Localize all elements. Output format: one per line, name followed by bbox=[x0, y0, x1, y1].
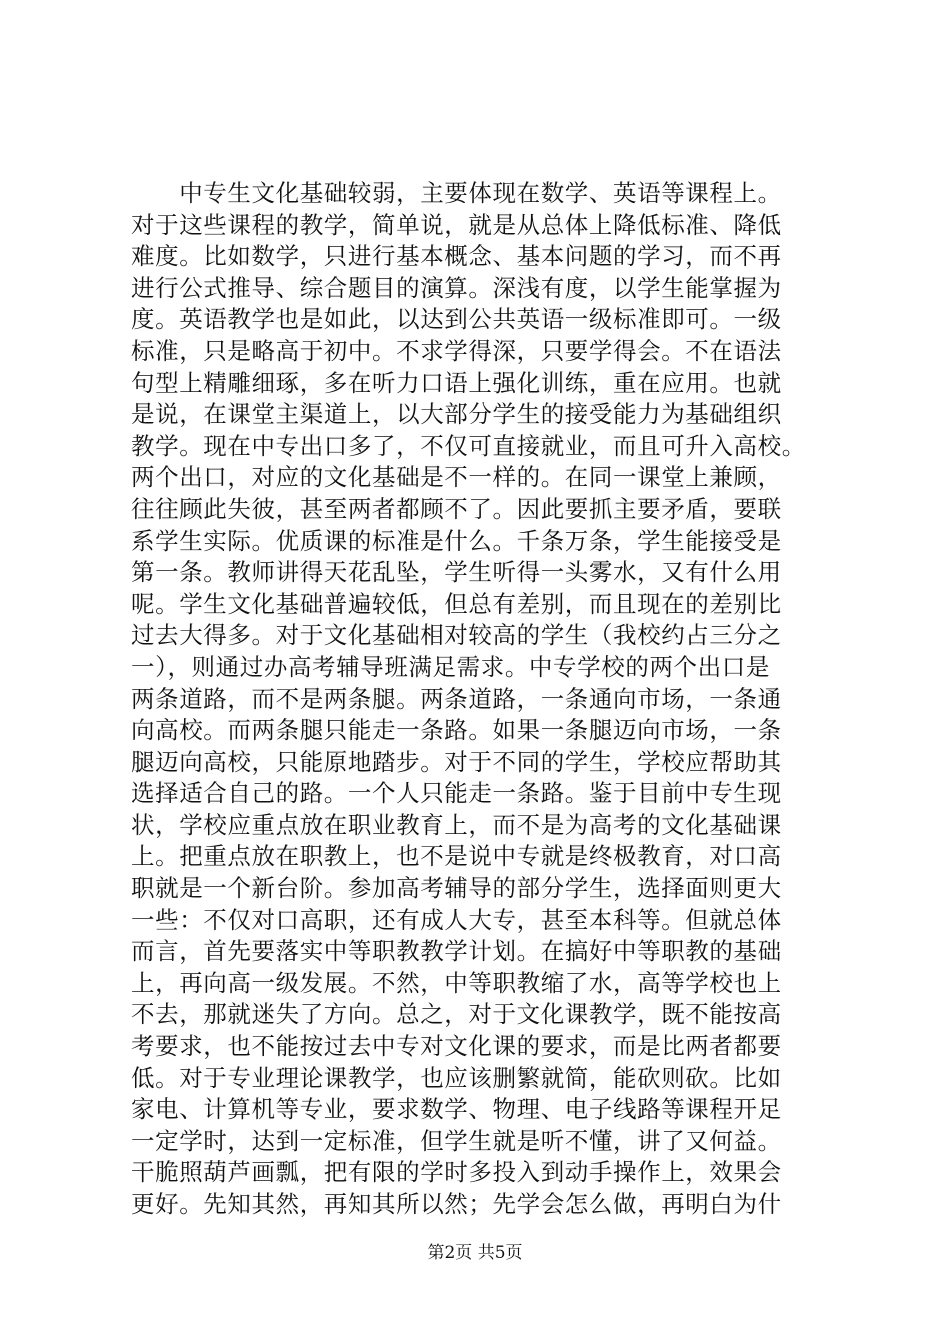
text-line: 难度。比如数学，只进行基本概念、基本问题的学习，而不再 bbox=[131, 242, 782, 271]
text-line: 职就是一个新台阶。参加高考辅导的部分学生，选择面则更大 bbox=[131, 874, 782, 903]
text-line: 不去，那就迷失了方向。总之，对于文化课教学，既不能按高 bbox=[131, 1000, 782, 1029]
text-line: 呢。学生文化基础普遍较低，但总有差别，而且现在的差别比 bbox=[131, 589, 782, 618]
text-line: 上。把重点放在职教上，也不是说中专就是终极教育，对口高 bbox=[131, 842, 782, 871]
text-line: 一些：不仅对口高职，还有成人大专，甚至本科等。但就总体 bbox=[131, 905, 782, 934]
text-line: 干脆照葫芦画瓢，把有限的学时多投入到动手操作上，效果会 bbox=[131, 1158, 782, 1187]
text-line: 一定学时，达到一定标准，但学生就是听不懂，讲了又何益。 bbox=[131, 1126, 782, 1155]
text-line: 选择适合自己的路。一个人只能走一条路。鉴于目前中专生现 bbox=[131, 779, 782, 808]
text-line: 向高校。而两条腿只能走一条路。如果一条腿迈向市场，一条 bbox=[131, 716, 782, 745]
text-line: 而言，首先要落实中等职教教学计划。在搞好中等职教的基础 bbox=[131, 937, 782, 966]
text-line: 家电、计算机等专业，要求数学、物理、电子线路等课程开足 bbox=[131, 1095, 782, 1124]
text-line: 低。对于专业理论课教学，也应该删繁就简，能砍则砍。比如 bbox=[131, 1063, 782, 1092]
text-line: 对于这些课程的教学，简单说，就是从总体上降低标准、降低 bbox=[131, 210, 782, 239]
text-line: 两条道路，而不是两条腿。两条道路，一条通向市场，一条通 bbox=[131, 684, 782, 713]
text-line: 腿迈向高校，只能原地踏步。对于不同的学生，学校应帮助其 bbox=[131, 747, 782, 776]
text-line: 系学生实际。优质课的标准是什么。千条万条，学生能接受是 bbox=[131, 526, 782, 555]
text-line: 度。英语教学也是如此，以达到公共英语一级标准即可。一级 bbox=[131, 305, 782, 334]
text-line: 上，再向高一级发展。不然，中等职教缩了水，高等学校也上 bbox=[131, 968, 782, 997]
page-footer bbox=[0, 1242, 950, 1264]
text-line: 是说，在课堂主渠道上，以大部分学生的接受能力为基础组织 bbox=[131, 400, 782, 429]
text-line: 句型上精雕细琢，多在听力口语上强化训练，重在应用。也就 bbox=[131, 368, 782, 397]
page-number-label: 第2页 共5页 bbox=[427, 1243, 523, 1263]
text-line: 进行公式推导、综合题目的演算。深浅有度，以学生能掌握为 bbox=[131, 273, 782, 302]
text-line: 一），则通过办高考辅导班满足需求。中专学校的两个出口是 bbox=[131, 652, 770, 681]
text-line: 更好。先知其然，再知其所以然；先学会怎么做，再明白为什 bbox=[131, 1190, 782, 1218]
text-line: 两个出口，对应的文化基础是不一样的。在同一课堂上兼顾， bbox=[131, 463, 782, 492]
text-line: 标准，只是略高于初中。不求学得深，只要学得会。不在语法 bbox=[131, 336, 782, 365]
text-line: 过去大得多。对于文化基础相对较高的学生（我校约占三分之 bbox=[131, 621, 782, 650]
body-text bbox=[131, 178, 831, 1221]
text-line: 往往顾此失彼，甚至两者都顾不了。因此要抓主要矛盾，要联 bbox=[131, 494, 782, 523]
text-line: 状，学校应重点放在职业教育上，而不是为高考的文化基础课 bbox=[131, 810, 782, 839]
text-line: 第一条。教师讲得天花乱坠，学生听得一头雾水，又有什么用 bbox=[131, 558, 782, 587]
text-line: 考要求，也不能按过去中专对文化课的要求，而是比两者都要 bbox=[131, 1032, 782, 1061]
text-line: 中专生文化基础较弱，主要体现在数学、英语等课程上。 bbox=[131, 179, 782, 207]
text-line: 教学。现在中专出口多了，不仅可直接就业，而且可升入高校。 bbox=[131, 431, 806, 460]
